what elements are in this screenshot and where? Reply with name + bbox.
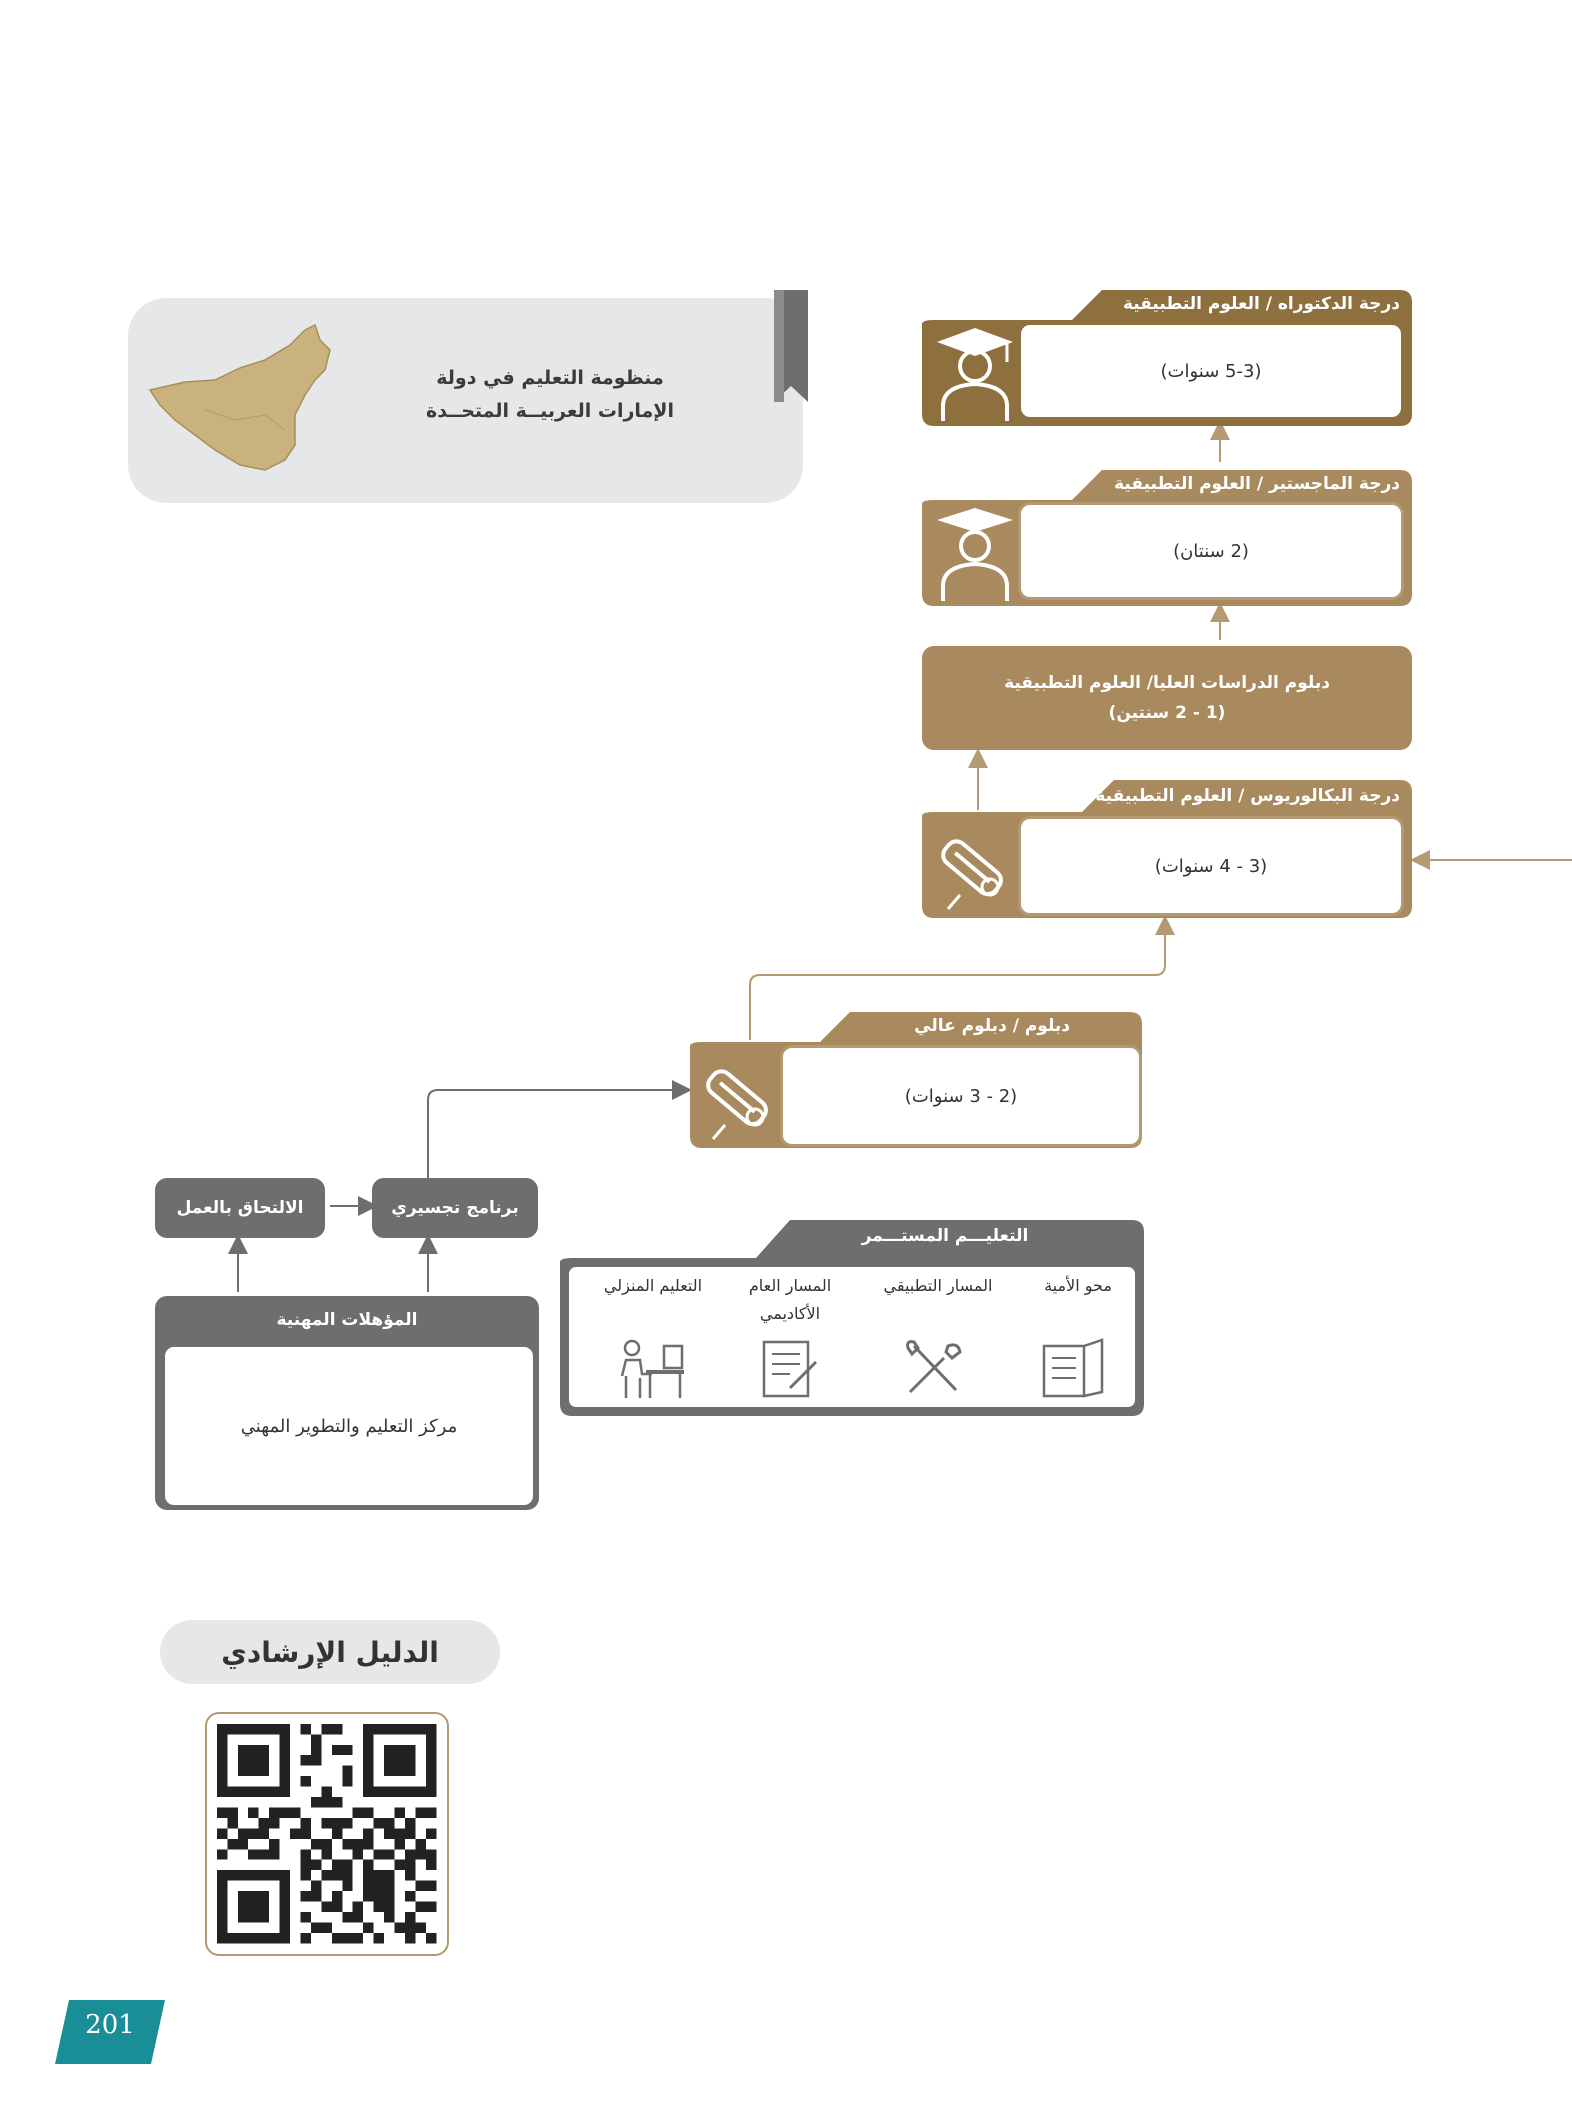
postgrad-diploma-title: دبلوم الدراسات العليا/ العلوم التطبيقية [1004,673,1330,693]
vocational-tab: المؤهلات المهنية [276,1310,418,1330]
continuing-tab: التعليـــم المستـــمر [861,1226,1029,1246]
masters-duration: (2 سنتان) [1018,502,1404,600]
postgrad-diploma-card [922,646,1412,750]
book-icon [1040,1338,1110,1400]
postgrad-diploma-duration: (1 - 2 سنتين) [1108,703,1226,723]
bridge-program-box: برنامج تجسيري [372,1178,538,1238]
diploma-scroll-icon [695,1055,780,1140]
qr-code-pattern [209,1716,445,1952]
diploma-scroll-icon [930,825,1015,910]
doctorate-duration: (5-3 سنوات) [1018,322,1404,420]
page-number: 201 [85,2010,135,2040]
doctorate-tab: درجة الدكتوراه / العلوم التطبيقية [1122,294,1400,314]
vocational-body: مركز التعليم والتطوير المهني [162,1344,536,1508]
diploma-duration: (2 - 3 سنوات) [780,1045,1142,1147]
diploma-tab: دبلوم / دبلوم عالي [914,1016,1070,1036]
graduate-icon [935,326,1015,421]
applied-track-label: المسار التطبيقي [883,1276,993,1295]
bachelor-tab: درجة البكالوريوس / العلوم التطبيقية [1095,786,1400,806]
document-icon [760,1338,820,1400]
qr-code[interactable] [205,1712,449,1956]
guide-label: الدليل الإرشادي [160,1620,500,1684]
graduate-icon [935,506,1015,601]
home-study-icon [612,1336,688,1402]
bachelor-duration: (3 - 4 سنوات) [1018,816,1404,916]
tools-icon [900,1336,966,1402]
masters-tab: درجة الماجستير / العلوم التطبيقية [1114,474,1400,494]
title-line-2: الإمارات العربيــة المتحــدة [426,400,674,422]
join-work-box: الالتحاق بالعمل [155,1178,325,1238]
home-study-label: التعليم المنزلي [603,1276,703,1295]
title-line-1: منظومة التعليم في دولة [436,367,664,389]
academic-track-label [730,1272,850,1328]
academic-track-line-1: المسار العام [748,1276,832,1295]
academic-track-line-2: الأكاديمي [759,1304,821,1323]
literacy-label: محو الأمية [1044,1276,1112,1295]
